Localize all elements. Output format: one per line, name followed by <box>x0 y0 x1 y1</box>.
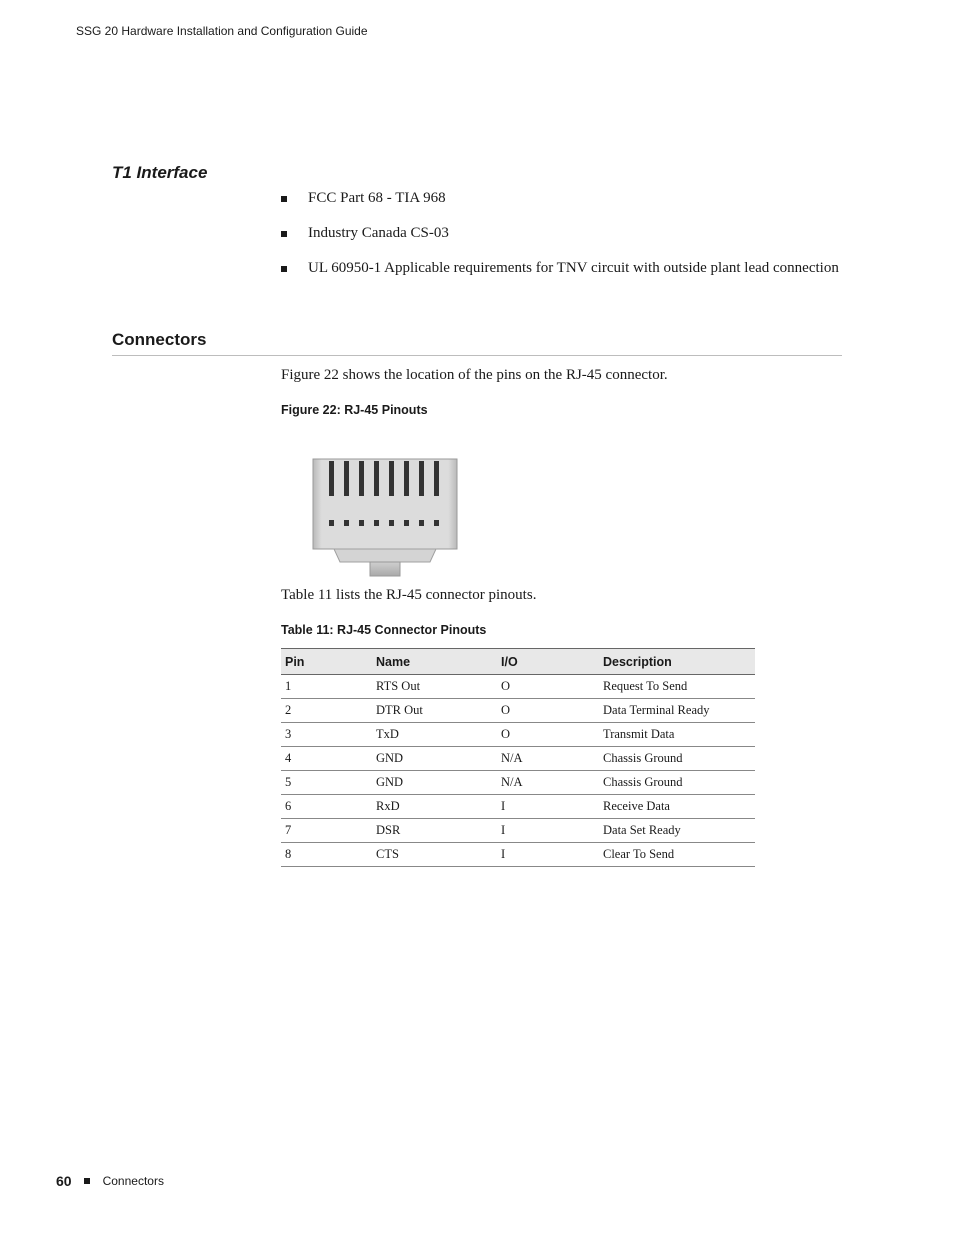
cell-name: GND <box>372 771 497 795</box>
rj45-connector-illustration <box>312 458 458 578</box>
t1-compliance-list <box>281 189 841 294</box>
figure-caption: Figure 22: RJ-45 Pinouts <box>281 403 428 417</box>
table-row <box>281 723 755 747</box>
cell-io: N/A <box>497 747 599 771</box>
cell-description: Chassis Ground <box>599 747 755 771</box>
footer-separator-square-icon <box>84 1178 90 1184</box>
cell-pin: 3 <box>281 723 372 747</box>
cell-pin: 4 <box>281 747 372 771</box>
cell-description: Transmit Data <box>599 723 755 747</box>
figure-intro-text: Figure 22 shows the location of the pins on the RJ-45 connector. <box>281 367 668 383</box>
column-header-description: Description <box>599 649 755 675</box>
section-heading-t1-interface: T1 Interface <box>112 163 208 182</box>
cell-name: DSR <box>372 819 497 843</box>
cell-description: Clear To Send <box>599 843 755 867</box>
list-item-text: FCC Part 68 - TIA 968 <box>308 190 446 206</box>
section-heading-connectors: Connectors <box>112 330 207 349</box>
column-header-io: I/O <box>497 649 599 675</box>
table-header-row <box>281 649 755 675</box>
footer-section-name: Connectors <box>102 1174 164 1188</box>
running-header: SSG 20 Hardware Installation and Configuration Guide <box>76 24 368 38</box>
cell-description: Chassis Ground <box>599 771 755 795</box>
table-row <box>281 771 755 795</box>
page-footer <box>56 1173 164 1189</box>
cell-pin: 8 <box>281 843 372 867</box>
cell-description: Data Set Ready <box>599 819 755 843</box>
cell-io: I <box>497 843 599 867</box>
cell-pin: 7 <box>281 819 372 843</box>
page-number: 60 <box>56 1173 72 1189</box>
table-row <box>281 699 755 723</box>
bullet-square-icon <box>281 231 287 237</box>
list-item <box>281 189 841 207</box>
cell-name: RxD <box>372 795 497 819</box>
table-caption: Table 11: RJ-45 Connector Pinouts <box>281 623 487 637</box>
cell-io: N/A <box>497 771 599 795</box>
table-row <box>281 819 755 843</box>
list-item-text: Industry Canada CS-03 <box>308 225 449 241</box>
column-header-pin: Pin <box>281 649 372 675</box>
cell-name: CTS <box>372 843 497 867</box>
bullet-square-icon <box>281 266 287 272</box>
cell-name: RTS Out <box>372 675 497 699</box>
table-row <box>281 795 755 819</box>
cell-pin: 6 <box>281 795 372 819</box>
cell-description: Data Terminal Ready <box>599 699 755 723</box>
cell-name: GND <box>372 747 497 771</box>
cell-pin: 2 <box>281 699 372 723</box>
cell-io: I <box>497 795 599 819</box>
table-row <box>281 675 755 699</box>
pinout-table <box>281 648 755 867</box>
table-row <box>281 747 755 771</box>
table-row <box>281 843 755 867</box>
list-item <box>281 259 841 277</box>
cell-pin: 5 <box>281 771 372 795</box>
cell-pin: 1 <box>281 675 372 699</box>
cell-description: Receive Data <box>599 795 755 819</box>
column-header-name: Name <box>372 649 497 675</box>
cell-io: O <box>497 723 599 747</box>
cell-io: I <box>497 819 599 843</box>
cell-io: O <box>497 675 599 699</box>
cell-io: O <box>497 699 599 723</box>
section-divider <box>112 355 842 356</box>
table-intro-text: Table 11 lists the RJ-45 connector pinouts. <box>281 587 537 603</box>
list-item-text: UL 60950-1 Applicable requirements for TNV circuit with outside plant lead connection <box>308 260 839 276</box>
bullet-square-icon <box>281 196 287 202</box>
list-item <box>281 224 841 242</box>
cell-description: Request To Send <box>599 675 755 699</box>
cell-name: DTR Out <box>372 699 497 723</box>
cell-name: TxD <box>372 723 497 747</box>
